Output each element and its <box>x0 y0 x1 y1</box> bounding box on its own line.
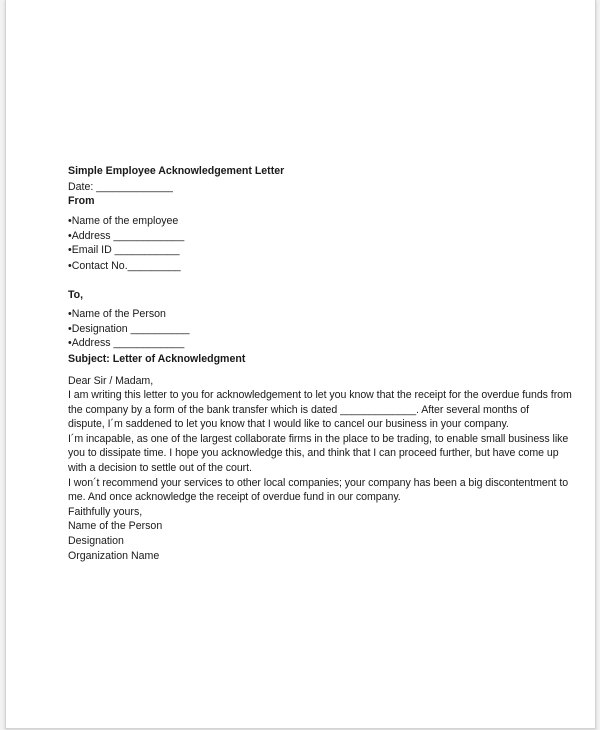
from-item: •Name of the employee <box>68 215 179 227</box>
signer-organization: Organization Name <box>68 550 160 562</box>
letter-title: Simple Employee Acknowledgement Letter <box>68 165 285 177</box>
body-line: dispute, I´m saddened to let you know that I would like to cancel our business in your company. <box>68 418 509 430</box>
body-line: with a decision to settle out of the court. <box>68 462 252 474</box>
body-line: I won´t recommend your services to other local companies; your company has been a big discontentment to <box>68 477 569 489</box>
from-item: •Email ID ___________ <box>68 244 180 256</box>
body-line: I am writing this letter to you for acknowledgement to let you know that the receipt for the overdue funds from <box>68 389 572 401</box>
date-line: Date: _____________ <box>68 181 173 193</box>
to-item: •Name of the Person <box>68 308 166 320</box>
signer-designation: Designation <box>68 535 124 547</box>
body-line: me. And once acknowledge the receipt of overdue fund in our company. <box>68 491 401 503</box>
from-heading: From <box>68 195 95 207</box>
subject-line: Subject: Letter of Acknowledgment <box>68 353 246 365</box>
body-line: you to dissipate time. I hope you acknowledge this, and think that I can proceed further, but have come up <box>68 447 559 459</box>
to-item: •Address ____________ <box>68 337 185 349</box>
from-item: •Contact No._________ <box>68 260 181 272</box>
body-line: Dear Sir / Madam, <box>68 375 154 387</box>
to-heading: To, <box>68 289 84 301</box>
document-page <box>5 0 596 729</box>
from-item: •Address ____________ <box>68 230 185 242</box>
body-line: I´m incapable, as one of the largest collaborate firms in the place to be trading, to enable small business like <box>68 433 569 445</box>
body-line: the company by a form of the bank transfer which is dated _____________. After several months of <box>68 404 530 416</box>
to-item: •Designation __________ <box>68 323 190 335</box>
closing-salutation: Faithfully yours, <box>68 506 143 518</box>
signer-name: Name of the Person <box>68 520 163 532</box>
